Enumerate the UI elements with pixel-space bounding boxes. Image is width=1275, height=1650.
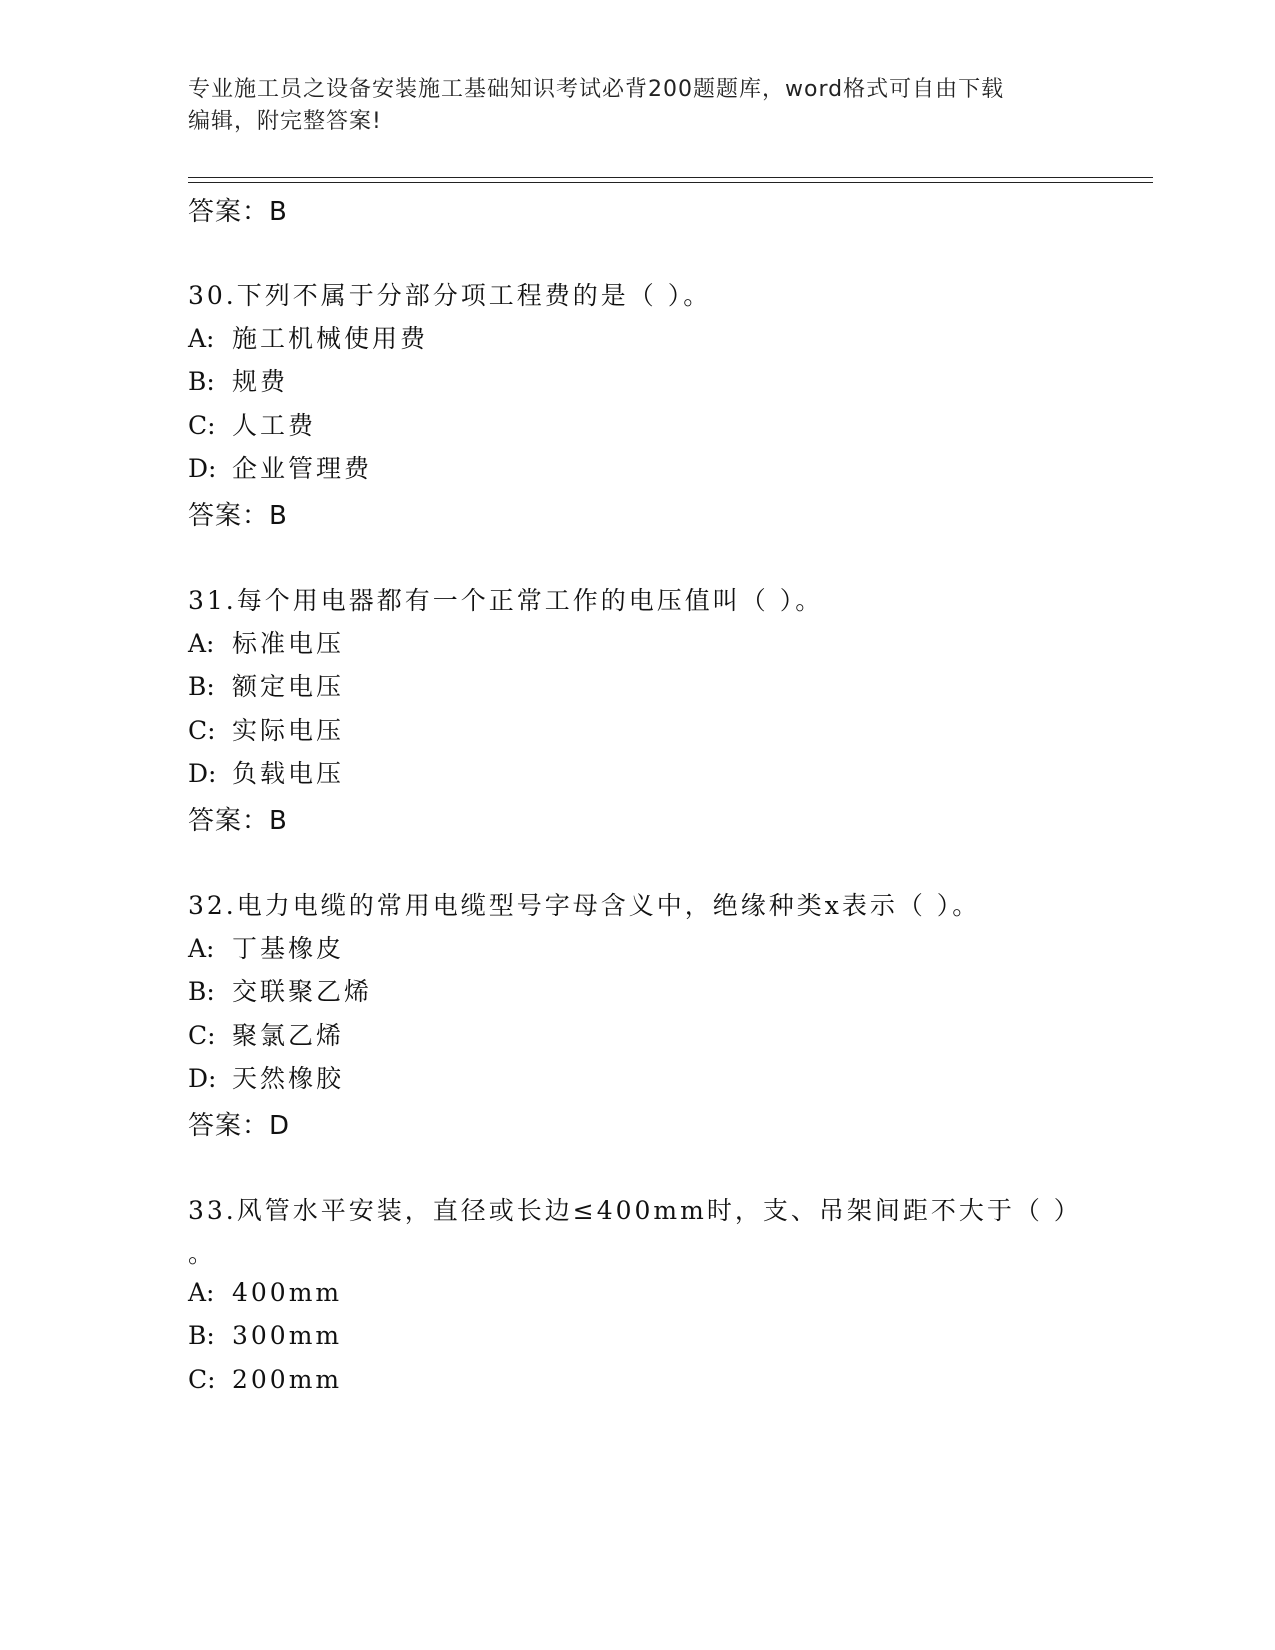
option-d xyxy=(188,754,344,790)
option-text: 额定电压 xyxy=(232,672,345,701)
option-b xyxy=(188,972,372,1008)
option-label: B: xyxy=(188,977,215,1006)
option-text: 200mm xyxy=(232,1365,343,1394)
option-a xyxy=(188,1278,342,1307)
option-text: 实际电压 xyxy=(232,716,345,745)
option-text: 300mm xyxy=(232,1321,343,1350)
option-label: C: xyxy=(188,716,216,745)
option-label: B: xyxy=(188,1321,215,1350)
option-label: A: xyxy=(188,934,215,963)
header-divider-top xyxy=(188,177,1153,178)
option-a xyxy=(188,624,344,660)
question-stem: 32.电力电缆的常用电缆型号字母含义中，绝缘种类x表示（ ）。 xyxy=(188,891,981,920)
answer: 答案：B xyxy=(188,501,288,531)
option-text: 施工机械使用费 xyxy=(232,324,429,353)
option-text: 负载电压 xyxy=(232,759,345,788)
option-label: D: xyxy=(188,759,217,788)
option-text: 天然橡胶 xyxy=(232,1064,345,1093)
option-a xyxy=(188,319,428,355)
option-label: B: xyxy=(188,367,215,396)
document-header xyxy=(188,74,1088,138)
option-label: C: xyxy=(188,1365,216,1394)
option-label: A: xyxy=(188,324,215,353)
option-label: D: xyxy=(188,1064,217,1093)
option-c xyxy=(188,406,316,442)
option-d xyxy=(188,449,372,485)
option-d xyxy=(188,1059,344,1095)
option-b xyxy=(188,667,344,703)
question-stem: 31.每个用电器都有一个正常工作的电压值叫（ ）。 xyxy=(188,586,824,615)
option-b xyxy=(188,362,288,398)
option-text: 规费 xyxy=(232,367,289,396)
question-stem: 33.风管水平安装，直径或长边≤400mm时，支、吊架间距不大于（ ） xyxy=(188,1196,1082,1225)
header-line-1: 专业施工员之设备安装施工基础知识考试必背200题题库，word格式可自由下载 xyxy=(188,77,1005,102)
option-label: A: xyxy=(188,1278,215,1307)
question-stem-continuation: 。 xyxy=(188,1239,217,1268)
header-divider-bottom xyxy=(188,182,1153,183)
option-text: 聚氯乙烯 xyxy=(232,1021,345,1050)
option-c xyxy=(188,1016,344,1052)
previous-answer: 答案：B xyxy=(188,197,288,227)
question-stem: 30.下列不属于分部分项工程费的是（ ）。 xyxy=(188,281,712,310)
option-a xyxy=(188,929,344,965)
option-text: 400mm xyxy=(232,1278,343,1307)
option-text: 丁基橡皮 xyxy=(232,934,345,963)
option-label: B: xyxy=(188,672,215,701)
option-text: 企业管理费 xyxy=(232,454,373,483)
answer: 答案：B xyxy=(188,806,288,836)
option-text: 人工费 xyxy=(232,411,317,440)
option-label: C: xyxy=(188,1021,216,1050)
option-c xyxy=(188,711,344,747)
option-b xyxy=(188,1321,342,1350)
answer: 答案：D xyxy=(188,1111,291,1141)
header-line-2: 编辑，附完整答案! xyxy=(188,109,382,134)
option-label: C: xyxy=(188,411,216,440)
option-label: D: xyxy=(188,454,217,483)
option-c xyxy=(188,1365,342,1394)
option-text: 标准电压 xyxy=(232,629,345,658)
option-text: 交联聚乙烯 xyxy=(232,977,373,1006)
option-label: A: xyxy=(188,629,215,658)
